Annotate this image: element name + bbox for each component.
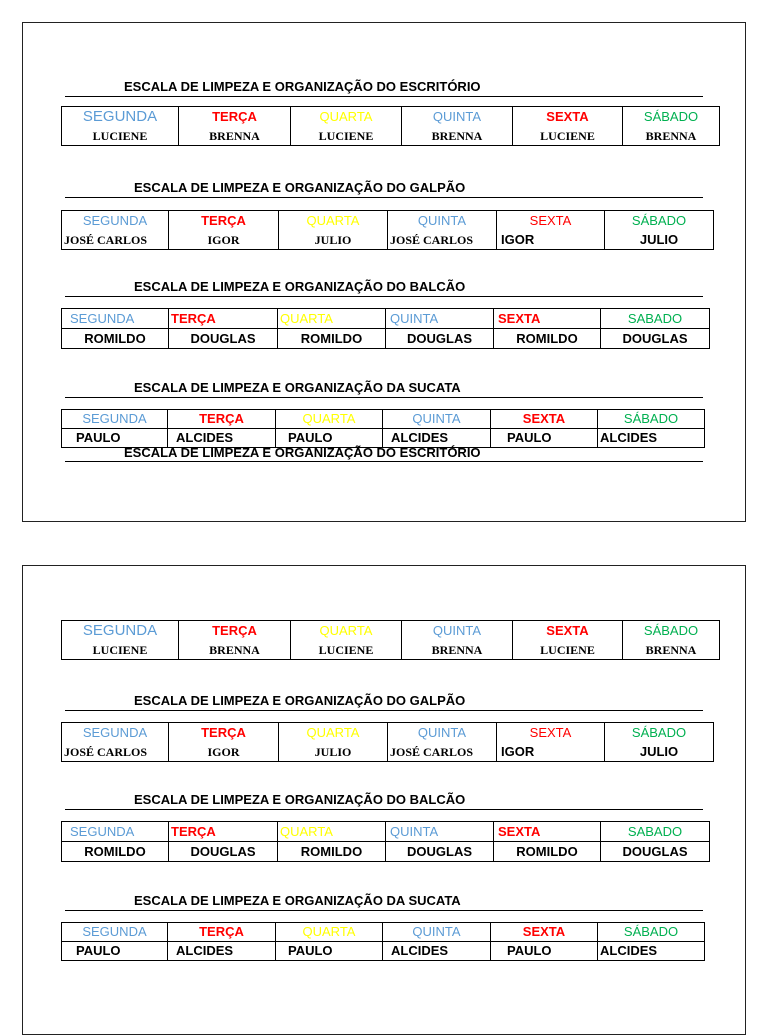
name-cell: LUCIENE [92,128,148,143]
name-cell: JULIO [639,743,679,759]
day-quinta: QUINTA [390,823,439,839]
name-cell: PAULO [76,943,121,958]
day-sabado: SÁBADO [631,724,687,740]
days-row [62,723,714,743]
day-terca: TERÇA [201,724,246,740]
name-cell: JULIO [639,231,679,247]
title-underline [65,96,703,97]
name-cell: JOSÉ CARLOS [64,232,148,247]
name-cell: ROMILDO [84,843,146,859]
name-cell: DOUGLAS [190,843,256,859]
name-cell: ROMILDO [300,843,363,859]
day-sexta: SEXTA [498,823,541,839]
name-cell: IGOR [207,232,240,247]
name-cell: LUCIENE [540,642,595,657]
day-terca: TERÇA [171,823,216,839]
day-quinta: QUINTA [417,724,467,740]
name-cell: DOUGLAS [622,330,688,346]
days-row [62,410,705,429]
day-terca: TERÇA [212,108,257,124]
day-sexta: SEXTA [522,924,566,939]
day-segunda: SEGUNDA [82,924,147,939]
schedule-table-escritorio [61,106,720,146]
day-sabado: SABADO [627,310,683,326]
name-cell: DOUGLAS [407,843,472,859]
day-sexta: SEXTA [546,108,589,124]
days-row [62,822,710,842]
name-cell: PAULO [507,943,552,958]
day-segunda: SEGUNDA [82,621,158,639]
days-row [62,107,720,127]
day-sabado: SABADO [627,823,683,839]
name-cell: LUCIENE [318,128,374,143]
schedule-table-balcao [61,821,710,862]
day-segunda: SEGUNDA [82,724,148,740]
name-cell: PAULO [288,943,333,958]
day-terca: TERÇA [171,310,216,326]
day-sexta: SEXTA [529,212,572,228]
name-cell: BRENNA [645,642,697,657]
day-quarta: QUARTA [306,724,360,740]
day-sabado: SÁBADO [643,622,699,638]
name-cell: DOUGLAS [190,330,256,346]
name-cell: PAULO [288,430,333,445]
days-row [62,309,710,329]
day-sexta: SEXTA [529,724,572,740]
title-underline [65,809,703,810]
document-page-1 [22,22,746,522]
day-quinta: QUINTA [432,622,482,638]
section-title-escritorio: ESCALA DE LIMPEZA E ORGANIZAÇÃO DO ESCRITÓRIO [124,79,481,94]
name-cell: BRENNA [431,642,483,657]
day-sabado: SÁBADO [631,212,687,228]
name-cell: IGOR [501,743,535,759]
section-title-balcao: ESCALA DE LIMPEZA E ORGANIZAÇÃO DO BALCÃO [134,792,466,807]
day-quinta: QUINTA [390,310,439,326]
section-title-balcao: ESCALA DE LIMPEZA E ORGANIZAÇÃO DO BALCÃO [134,279,466,294]
names-row [62,329,710,349]
name-cell: JULIO [314,744,352,759]
day-sabado: SÁBADO [643,108,699,124]
name-cell: ROMILDO [516,843,578,859]
section-title-sucata: ESCALA DE LIMPEZA E ORGANIZAÇÃO DA SUCATA [134,893,461,908]
name-cell: JULIO [314,232,352,247]
day-sabado: SÁBADO [623,411,679,426]
days-row [62,923,705,942]
names-row [62,640,720,660]
name-cell: ALCIDES [391,430,449,445]
title-underline [65,910,703,911]
day-quinta: QUINTA [417,212,467,228]
day-sexta: SEXTA [522,411,566,426]
name-cell: LUCIENE [318,642,374,657]
day-segunda: SEGUNDA [70,310,135,326]
name-cell: BRENNA [645,128,697,143]
day-segunda: SEGUNDA [82,411,147,426]
day-quarta: QUARTA [302,411,356,426]
name-cell: PAULO [507,430,552,445]
schedule-table-galpao [61,722,714,762]
schedule-table-escritorio [61,620,720,660]
day-quarta: QUARTA [302,924,356,939]
name-cell: ROMILDO [300,330,363,346]
day-quinta: QUINTA [412,411,461,426]
day-terca: TERÇA [201,212,246,228]
schedule-table-sucata [61,922,705,961]
title-underline [65,197,703,198]
schedule-table-galpao [61,210,714,250]
day-quarta: QUARTA [319,108,373,124]
names-row [62,126,720,146]
name-cell: PAULO [76,430,121,445]
days-row [62,211,714,231]
document-page-2 [22,565,746,1035]
day-segunda: SEGUNDA [82,107,158,125]
name-cell: BRENNA [431,128,483,143]
name-cell: ALCIDES [600,943,658,958]
day-segunda: SEGUNDA [82,212,148,228]
schedule-table-balcao [61,308,710,349]
name-cell: BRENNA [209,128,260,143]
days-row [62,621,720,641]
title-underline [65,296,703,297]
name-cell: JOSÉ CARLOS [390,744,474,759]
name-cell: BRENNA [209,642,260,657]
names-row [62,942,705,961]
day-sabado: SÁBADO [623,924,679,939]
name-cell: ROMILDO [516,330,578,346]
day-segunda: SEGUNDA [70,823,135,839]
day-quarta: QUARTA [280,310,333,326]
day-sexta: SEXTA [498,310,541,326]
footer-title-escritorio: ESCALA DE LIMPEZA E ORGANIZAÇÃO DO ESCRITÓRIO [124,445,481,460]
section-title-galpao: ESCALA DE LIMPEZA E ORGANIZAÇÃO DO GALPÃO [134,180,466,195]
day-terca: TERÇA [199,411,244,426]
names-row [62,742,714,762]
name-cell: ALCIDES [391,943,449,958]
day-quarta: QUARTA [306,212,360,228]
day-terca: TERÇA [199,924,244,939]
name-cell: DOUGLAS [407,330,472,346]
day-quarta: QUARTA [319,622,373,638]
name-cell: ALCIDES [176,430,234,445]
day-sexta: SEXTA [546,622,589,638]
name-cell: ALCIDES [176,943,234,958]
day-terca: TERÇA [212,622,257,638]
name-cell: LUCIENE [540,128,595,143]
title-underline [65,397,703,398]
name-cell: JOSÉ CARLOS [64,744,148,759]
name-cell: IGOR [501,231,535,247]
title-underline [65,461,703,462]
name-cell: LUCIENE [92,642,148,657]
section-title-sucata: ESCALA DE LIMPEZA E ORGANIZAÇÃO DA SUCATA [134,380,461,395]
name-cell: JOSÉ CARLOS [390,232,474,247]
name-cell: DOUGLAS [622,843,688,859]
day-quinta: QUINTA [432,108,482,124]
day-quinta: QUINTA [412,924,461,939]
day-quarta: QUARTA [280,823,333,839]
names-row [62,230,714,250]
name-cell: IGOR [207,744,240,759]
names-row [62,842,710,862]
title-underline [65,710,703,711]
name-cell: ROMILDO [84,330,146,346]
name-cell: ALCIDES [600,430,658,445]
schedule-table-sucata [61,409,705,448]
section-title-galpao: ESCALA DE LIMPEZA E ORGANIZAÇÃO DO GALPÃO [134,693,466,708]
